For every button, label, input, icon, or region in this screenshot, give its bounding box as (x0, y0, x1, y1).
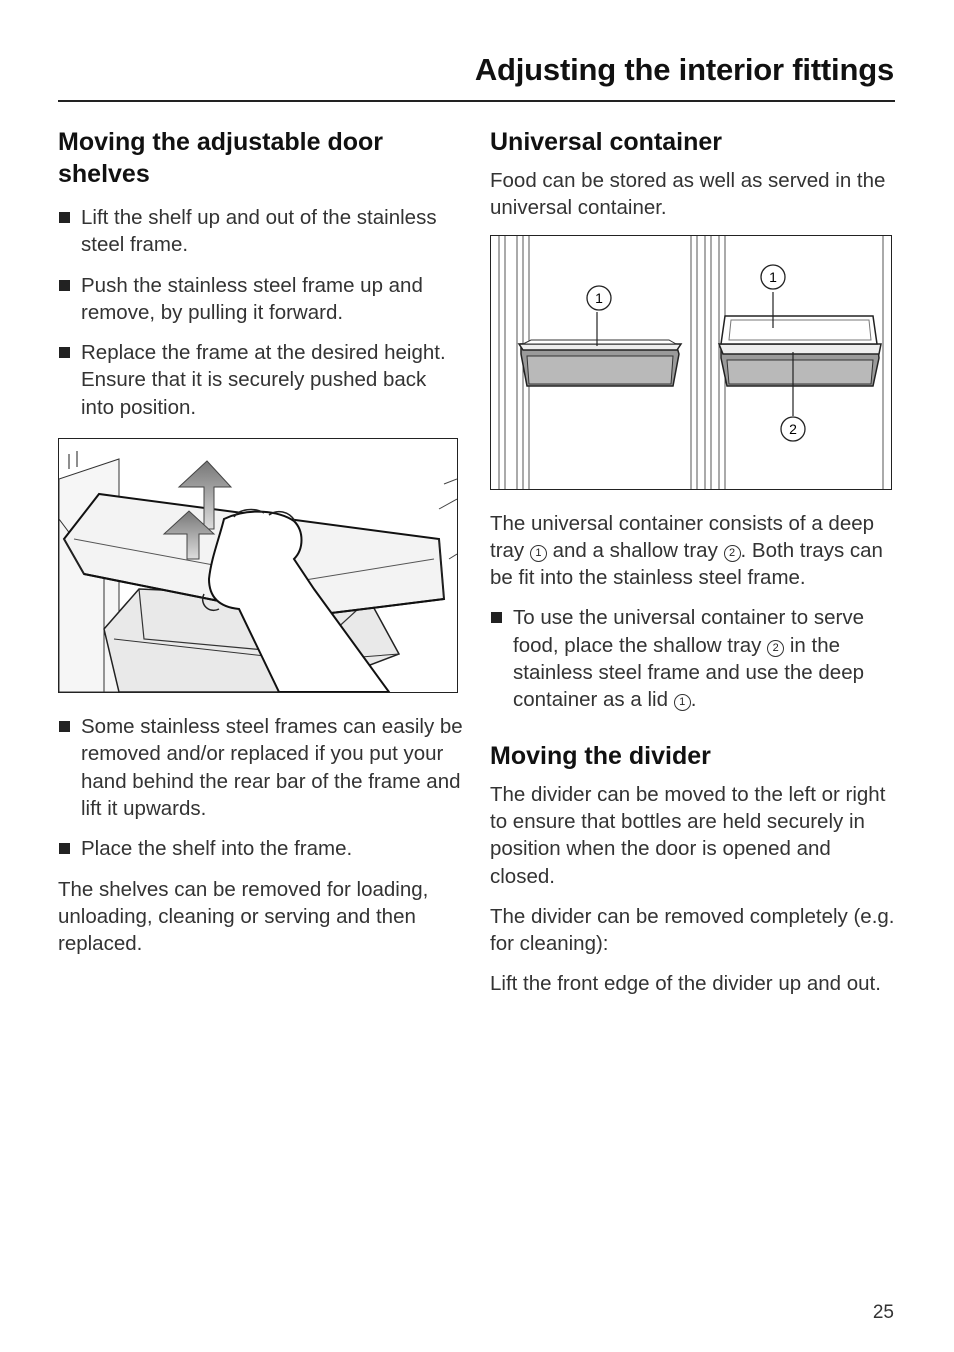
list-item: Some stainless steel frames can easily be removed and/or replaced if you put your hand behind the rear bar of the frame and lift it upwards. (58, 713, 463, 822)
section-heading-door-shelves: Moving the adjustable door shelves (58, 128, 384, 188)
list-item: Replace the frame at the desired height. Ensure that it is securely pushed back into position. (58, 339, 463, 421)
list-item: Place the shelf into the frame. (58, 835, 463, 862)
paragraph: Lift the front edge of the divider up and out. (490, 972, 881, 996)
page-title: Adjusting the interior fittings (474, 52, 894, 87)
container-description: The universal container consists of a deep tray 1 and a shallow tray 2 . Both trays can be fit into the stainless steel frame. (490, 511, 883, 590)
universal-container-illustration (490, 235, 892, 490)
callout-label: 2 (789, 420, 797, 437)
paragraph: The divider can be removed completely (e.g. for cleaning): (490, 904, 895, 956)
left-column (58, 126, 463, 957)
callout-label: 1 (595, 289, 603, 306)
list-item: Push the stainless steel frame up and remove, by pulling it forward. (58, 272, 463, 327)
callout-label: 1 (769, 268, 777, 285)
section-heading-divider: Moving the divider (490, 741, 711, 770)
paragraph: The divider can be moved to the left or right to ensure that bottles are held securely in position when the door is opened and closed. (490, 782, 886, 888)
paragraph: Food can be stored as well as served in the universal container. (490, 169, 886, 220)
universal-container-drawing (491, 236, 891, 489)
page-number: 25 (872, 1302, 894, 1323)
list-item: To use the universal container to serve food, place the shallow tray 2 in the stainless steel frame and use the deep container as a lid 1 . (490, 604, 900, 713)
callout-number: 2 (724, 545, 741, 562)
list-item: Lift the shelf up and out of the stainless steel frame. (58, 204, 463, 259)
door-shelf-illustration (58, 438, 458, 693)
callout-number: 1 (530, 545, 547, 562)
door-shelf-drawing (59, 439, 457, 692)
title-divider (58, 100, 895, 102)
paragraph: The shelves can be removed for loading, unloading, cleaning or serving and then replaced. (58, 877, 429, 956)
callout-number: 1 (674, 694, 691, 711)
section-heading-universal-container: Universal container (490, 128, 723, 156)
callout-number: 2 (767, 640, 784, 657)
right-column (490, 126, 900, 998)
